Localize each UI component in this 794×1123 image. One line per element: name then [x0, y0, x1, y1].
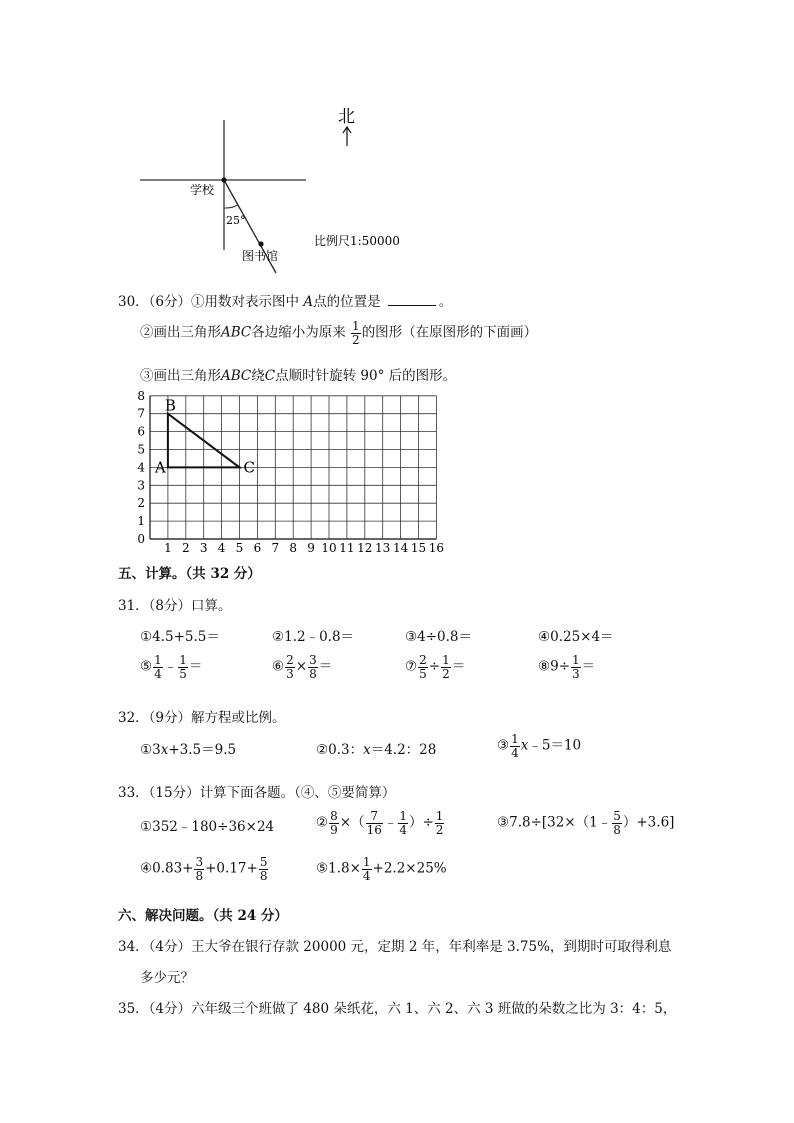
- x-tick-label: 9: [307, 541, 315, 555]
- q35-line1: 35．（4分）六年级三个班做了 480 朵纸花，六 1、六 2、六 3 班做的朵数之比为 3：4：5，: [118, 1001, 677, 1017]
- q30-p3-var: ABC: [221, 368, 252, 384]
- fraction: $\frac{2}{3}$: [286, 653, 294, 681]
- q34-line2: 多少元？: [140, 970, 194, 986]
- fraction: $\frac{1}{5}$: [179, 653, 187, 681]
- q30-line3: [140, 364, 456, 384]
- y-tick-label: 6: [137, 424, 145, 439]
- q30-head: 30．（6分）: [118, 294, 192, 310]
- q30-line2: [140, 320, 537, 346]
- angle-label: 25°: [226, 214, 246, 227]
- fraction: $\frac{3}{8}$: [195, 855, 204, 883]
- fraction: $\frac{1}{4}$: [399, 809, 407, 837]
- fraction: $\frac{1}{4}$: [154, 653, 162, 681]
- q31-item3: ③4÷0.8＝: [405, 629, 472, 645]
- section6-title: 六、解决问题。（共 24 分）: [118, 908, 288, 924]
- fraction: $\frac{5}{8}$: [613, 809, 621, 837]
- fraction: $\frac{7}{16}$: [366, 809, 382, 837]
- coordinate-grid: [130, 384, 460, 556]
- x-tick-label: 5: [235, 541, 244, 555]
- q31-item4: ④0.25×4＝: [538, 629, 614, 645]
- y-tick-label: 3: [137, 478, 145, 493]
- y-tick-label: 1: [137, 514, 145, 529]
- q33-item4: ④0.83+ $\frac{3}{8}$ +0.17+ $\frac{5}{8}$: [140, 855, 268, 883]
- q33-item2: ② $\frac{8}{9}$ ×（ $\frac{7}{16}$ ﹣ $\frac{1}{4}$ ）÷ $\frac{1}{2}$: [316, 809, 444, 837]
- y-tick-label: 2: [137, 496, 145, 511]
- north-label: 北: [338, 107, 355, 127]
- x-tick-label: 1: [164, 541, 172, 555]
- q30-p3-var2: C: [264, 368, 276, 384]
- fraction: $\frac{1}{2}$: [435, 809, 444, 837]
- q31-item1: ①4.5+5.5＝: [140, 629, 220, 645]
- x-tick-label: 16: [428, 541, 445, 555]
- q31-item7: ⑦ $\frac{2}{5}$ ÷ $\frac{1}{2}$ ＝: [405, 653, 466, 681]
- fraction: $\frac{2}{5}$: [419, 653, 427, 681]
- library-label: 图书馆: [242, 249, 279, 263]
- y-tick-label: 8: [137, 388, 145, 403]
- y-tick-label: 0: [137, 532, 145, 546]
- fraction: $\frac{3}{8}$: [309, 653, 317, 681]
- q31-head: 31．（8分）口算。: [118, 598, 232, 614]
- fraction: $\frac{1}{3}$: [572, 653, 580, 681]
- y-tick-label: 4: [137, 460, 145, 475]
- q33-head: 33．（15分）计算下面各题。（④、⑤要简算）: [118, 785, 396, 801]
- q30-p2-text-c: 的图形（在原图形的下面画）: [361, 324, 538, 341]
- q30-p1-end: 。: [438, 294, 453, 310]
- q31-item6: ⑥ $\frac{2}{3}$ × $\frac{3}{8}$ ＝: [272, 653, 333, 681]
- fraction: $\frac{1}{2}$: [442, 653, 450, 681]
- point-label-c: C: [243, 458, 255, 477]
- y-tick-label: 7: [137, 406, 145, 421]
- y-tick-label: 5: [137, 442, 145, 457]
- q32-item3: ③ $\frac{1}{4}$ x﹣5＝10: [497, 732, 582, 760]
- scale-label: 比例尺1:50000: [314, 234, 400, 248]
- fraction: $\frac{1}{2}$: [352, 319, 360, 347]
- school-label: 学校: [190, 183, 215, 197]
- point-label-a: A: [154, 458, 166, 477]
- q30-p1-text: ①用数对表示图中: [191, 294, 300, 310]
- q30-p2-var: ABC: [221, 324, 252, 341]
- x-tick-label: 8: [289, 541, 298, 555]
- q30-p1-var: A: [303, 294, 314, 310]
- fraction: $\frac{1}{4}$: [362, 855, 371, 883]
- q30-p3-text-c: 点顺时针旋转 90° 后的图形。: [275, 368, 457, 384]
- q31-item8: ⑧9÷ $\frac{1}{3}$ ＝: [538, 653, 596, 681]
- q30-p2-text: ②画出三角形: [140, 324, 221, 341]
- x-tick-label: 14: [392, 541, 409, 555]
- q32-head: 32．（9分）解方程或比例。: [118, 710, 286, 726]
- x-tick-label: 13: [375, 541, 391, 555]
- q33-item1: ①352﹣180÷36×24: [140, 819, 275, 835]
- x-tick-label: 2: [181, 541, 190, 555]
- q32-item1: ①3x+3.5＝9.5: [140, 742, 237, 758]
- q30-p3-text-b: 绕: [251, 368, 265, 384]
- q30-p1-text-b: 点的位置是: [313, 294, 381, 310]
- x-tick-label: 4: [217, 541, 226, 555]
- fraction: $\frac{5}{8}$: [259, 855, 268, 883]
- q33-item5: ⑤1.8× $\frac{1}{4}$ +2.2×25%: [316, 855, 447, 883]
- q30-p2-text-b: 各边缩小为原来: [251, 324, 346, 341]
- x-tick-label: 3: [199, 541, 208, 555]
- answer-blank[interactable]: [388, 293, 436, 306]
- x-tick-label: 11: [339, 541, 355, 555]
- q31-item2: ②1.2﹣0.8＝: [272, 629, 355, 645]
- q34-line1: 34．（4分）王大爷在银行存款 20000 元，定期 2 年，年利率是 3.75%，到期时可取得利息: [118, 939, 672, 955]
- q33-item3: ③7.8÷[32×（1﹣ $\frac{5}{8}$ ）+3.6]: [497, 809, 675, 837]
- q32-item2: ②0.3：x＝4.2：28: [316, 742, 437, 758]
- school-point: [221, 177, 226, 182]
- q30-p3-text: ③画出三角形: [140, 368, 221, 384]
- point-label-b: B: [164, 396, 176, 415]
- fraction: $\frac{8}{9}$: [330, 809, 338, 837]
- map-figure: [130, 95, 410, 280]
- x-tick-label: 6: [253, 541, 262, 555]
- x-tick-label: 15: [410, 541, 427, 555]
- fraction: $\frac{1}{4}$: [511, 732, 519, 760]
- x-tick-label: 10: [321, 541, 337, 555]
- x-tick-label: 12: [357, 541, 373, 555]
- x-tick-label: 7: [271, 541, 280, 555]
- q30-line1: [118, 290, 452, 310]
- q31-item5: ⑤ $\frac{1}{4}$ ﹣ $\frac{1}{5}$ ＝: [140, 653, 203, 681]
- library-point: [258, 241, 263, 246]
- section5-title: 五、计算。（共 32 分）: [118, 566, 261, 582]
